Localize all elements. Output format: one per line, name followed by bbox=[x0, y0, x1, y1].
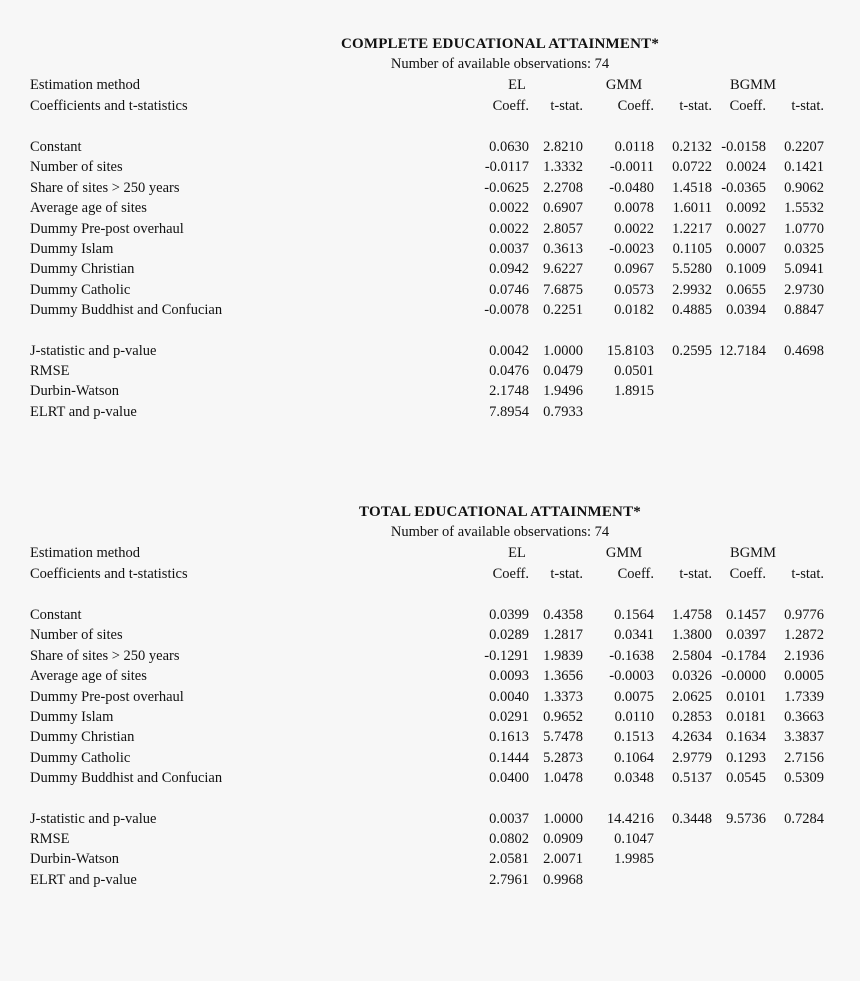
table-cell: 0.0022 bbox=[614, 220, 654, 237]
table-cell: 0.2251 bbox=[543, 302, 583, 319]
stat-label: RMSE bbox=[30, 831, 70, 847]
stat-cell: 0.9968 bbox=[543, 871, 583, 888]
row-label: Average age of sites bbox=[30, 200, 147, 217]
method-header: EL bbox=[508, 545, 526, 561]
method-header: EL bbox=[508, 77, 526, 93]
table-cell: 0.0341 bbox=[614, 627, 654, 644]
table-cell: 0.0348 bbox=[614, 770, 654, 787]
table-cell: 0.0545 bbox=[726, 770, 766, 787]
column-header: Coeff. bbox=[729, 566, 766, 582]
table-cell: 0.1634 bbox=[726, 729, 766, 746]
stat-cell: 0.0802 bbox=[489, 831, 529, 847]
table-cell: -0.0625 bbox=[484, 179, 529, 196]
table-cell: 0.1444 bbox=[489, 749, 529, 766]
row-label: Dummy Buddhist and Confucian bbox=[30, 302, 223, 319]
table-cell: 0.1293 bbox=[726, 749, 766, 766]
table-cell: 0.0722 bbox=[672, 159, 712, 176]
table-cell: -0.0000 bbox=[721, 668, 766, 685]
table-cell: 0.0005 bbox=[784, 668, 824, 685]
row-label: Dummy Buddhist and Confucian bbox=[30, 770, 223, 787]
table-title: COMPLETE EDUCATIONAL ATTAINMENT* bbox=[340, 36, 660, 52]
table-cell: 2.7156 bbox=[784, 749, 824, 766]
table-cell: 0.0024 bbox=[726, 159, 766, 176]
table-cell: 0.4358 bbox=[543, 607, 583, 623]
row-label: Share of sites > 250 years bbox=[30, 179, 180, 196]
table-cell: 1.3800 bbox=[672, 627, 712, 644]
table-cell: 0.0573 bbox=[614, 281, 654, 298]
table-cell: 5.0941 bbox=[784, 261, 824, 278]
stat-cell: 0.0476 bbox=[489, 363, 529, 379]
table-cell: 1.3656 bbox=[543, 668, 583, 685]
header-coefficients-label: Coefficients and t-statistics bbox=[30, 98, 188, 114]
table-cell: 1.4518 bbox=[672, 179, 712, 196]
table-cell: 0.0007 bbox=[726, 241, 766, 257]
table-cell: 0.5309 bbox=[784, 770, 824, 787]
stat-cell: 1.0000 bbox=[543, 810, 583, 827]
table-cell: 0.0400 bbox=[489, 770, 529, 787]
method-header: GMM bbox=[605, 545, 643, 561]
stat-cell: 2.0071 bbox=[543, 851, 583, 868]
table-cell: 1.4758 bbox=[672, 607, 712, 623]
row-label: Number of sites bbox=[30, 159, 123, 176]
table-cell: 1.6011 bbox=[672, 200, 712, 217]
stat-label: Durbin-Watson bbox=[30, 383, 120, 400]
column-header: t-stat. bbox=[679, 98, 712, 114]
table-cell: 1.2872 bbox=[784, 627, 824, 644]
header-estimation-method: Estimation method bbox=[30, 545, 140, 561]
stat-cell: 15.8103 bbox=[606, 342, 654, 359]
table-cell: 0.0325 bbox=[784, 241, 824, 257]
table-cell: 2.9932 bbox=[672, 281, 712, 298]
table-cell: 0.0326 bbox=[672, 668, 712, 685]
table-cell: 1.2217 bbox=[672, 220, 712, 237]
row-label: Dummy Catholic bbox=[30, 749, 131, 766]
table-cell: 2.2708 bbox=[543, 179, 583, 196]
table-cell: 0.1421 bbox=[784, 159, 824, 176]
stat-cell: 12.7184 bbox=[718, 342, 766, 359]
table-cell: 4.2634 bbox=[672, 729, 712, 746]
stat-cell: 14.4216 bbox=[606, 810, 654, 827]
stat-cell: 2.7961 bbox=[489, 871, 529, 888]
table-subtitle: Number of available observations: 74 bbox=[390, 56, 610, 72]
table-cell: -0.0117 bbox=[484, 159, 529, 176]
row-label: Dummy Islam bbox=[30, 241, 114, 257]
table-subtitle: Number of available observations: 74 bbox=[390, 524, 610, 540]
table-cell: 1.0770 bbox=[784, 220, 824, 237]
table-title: TOTAL EDUCATIONAL ATTAINMENT* bbox=[359, 504, 641, 520]
stat-cell: 0.1047 bbox=[614, 831, 654, 847]
method-header: BGMM bbox=[730, 545, 776, 561]
stat-cell: 0.0479 bbox=[543, 363, 583, 379]
table-cell: 1.3332 bbox=[543, 159, 583, 176]
stat-label: RMSE bbox=[30, 363, 70, 379]
table-cell: 0.1009 bbox=[726, 261, 766, 278]
stat-cell: 0.4698 bbox=[784, 342, 824, 359]
table-cell: 0.1513 bbox=[614, 729, 654, 746]
column-header: Coeff. bbox=[729, 98, 766, 114]
column-header: t-stat. bbox=[791, 566, 824, 582]
row-label: Average age of sites bbox=[30, 668, 147, 685]
table-cell: 1.9839 bbox=[543, 647, 583, 664]
table-cell: 0.1613 bbox=[489, 729, 529, 746]
row-label: Number of sites bbox=[30, 627, 123, 644]
table-cell: 1.2817 bbox=[543, 627, 583, 644]
table-cell: -0.0003 bbox=[609, 668, 654, 685]
table-cell: 0.0075 bbox=[614, 688, 654, 705]
column-header: t-stat. bbox=[550, 98, 583, 114]
stat-cell: 0.0042 bbox=[489, 342, 529, 359]
stat-cell: 2.0581 bbox=[489, 851, 529, 868]
table-cell: 7.6875 bbox=[543, 281, 583, 298]
table-cell: 2.9730 bbox=[784, 281, 824, 298]
table-cell: 0.0110 bbox=[614, 709, 654, 725]
table-cell: -0.0365 bbox=[721, 179, 766, 196]
column-header: Coeff. bbox=[617, 98, 654, 114]
table-cell: 0.1564 bbox=[614, 607, 654, 623]
table-cell: 0.3613 bbox=[543, 241, 583, 257]
header-coefficients-label: Coefficients and t-statistics bbox=[30, 566, 188, 582]
table-cell: 0.1064 bbox=[614, 749, 654, 766]
table-cell: 0.9776 bbox=[784, 607, 824, 623]
table-cell: 0.0289 bbox=[489, 627, 529, 644]
table-cell: 0.0630 bbox=[489, 139, 529, 155]
row-label: Dummy Islam bbox=[30, 709, 114, 725]
table-cell: 5.5280 bbox=[672, 261, 712, 278]
table-cell: 5.7478 bbox=[543, 729, 583, 746]
table-cell: 0.0093 bbox=[489, 668, 529, 685]
table-cell: -0.0480 bbox=[609, 179, 654, 196]
table-cell: 0.0040 bbox=[489, 688, 529, 705]
table-cell: 0.0746 bbox=[489, 281, 529, 298]
stat-cell: 1.9496 bbox=[543, 383, 583, 400]
table-cell: 0.4885 bbox=[672, 302, 712, 319]
stat-label: Durbin-Watson bbox=[30, 851, 120, 868]
table-cell: 2.1936 bbox=[784, 647, 824, 664]
stat-cell: 0.0501 bbox=[614, 363, 654, 379]
table-cell: -0.1784 bbox=[721, 647, 766, 664]
table-cell: 0.5137 bbox=[672, 770, 712, 787]
table-cell: 0.0655 bbox=[726, 281, 766, 298]
table-cell: -0.1291 bbox=[484, 647, 529, 664]
stat-cell: 7.8954 bbox=[489, 403, 529, 420]
method-header: BGMM bbox=[730, 77, 776, 93]
table-cell: 1.5532 bbox=[784, 200, 824, 217]
table-cell: 0.0092 bbox=[726, 200, 766, 217]
row-label: Dummy Catholic bbox=[30, 281, 131, 298]
table-cell: 0.0022 bbox=[489, 220, 529, 237]
stat-cell: 0.0037 bbox=[489, 810, 529, 827]
stat-cell: 0.2595 bbox=[672, 342, 712, 359]
row-label: Dummy Christian bbox=[30, 261, 135, 278]
stat-cell: 1.9985 bbox=[614, 851, 654, 868]
table-cell: 0.0078 bbox=[614, 200, 654, 217]
table-cell: 0.9652 bbox=[543, 709, 583, 725]
table-cell: 0.0181 bbox=[726, 709, 766, 725]
table-cell: 0.0291 bbox=[489, 709, 529, 725]
table-cell: 0.0394 bbox=[726, 302, 766, 319]
row-label: Dummy Christian bbox=[30, 729, 135, 746]
table-cell: 9.6227 bbox=[543, 261, 583, 278]
table-cell: 2.8057 bbox=[543, 220, 583, 237]
table-cell: 0.0101 bbox=[726, 688, 766, 705]
table-cell: 0.6907 bbox=[543, 200, 583, 217]
table-cell: 1.0478 bbox=[543, 770, 583, 787]
stat-label: J-statistic and p-value bbox=[30, 342, 157, 359]
table-cell: 0.0967 bbox=[614, 261, 654, 278]
column-header: t-stat. bbox=[791, 98, 824, 114]
table-cell: 0.2132 bbox=[672, 139, 712, 155]
table-cell: 0.0027 bbox=[726, 220, 766, 237]
stat-label: J-statistic and p-value bbox=[30, 810, 157, 827]
stat-cell: 2.1748 bbox=[489, 383, 529, 400]
stat-cell: 0.3448 bbox=[672, 810, 712, 827]
method-header: GMM bbox=[605, 77, 643, 93]
row-label: Dummy Pre-post overhaul bbox=[30, 220, 184, 237]
table-cell: 2.9779 bbox=[672, 749, 712, 766]
row-label: Constant bbox=[30, 139, 82, 155]
table-cell: 2.8210 bbox=[543, 139, 583, 155]
table-cell: 0.0397 bbox=[726, 627, 766, 644]
table-cell: 0.0022 bbox=[489, 200, 529, 217]
table-cell: 5.2873 bbox=[543, 749, 583, 766]
table-cell: 0.0182 bbox=[614, 302, 654, 319]
header-estimation-method: Estimation method bbox=[30, 77, 140, 93]
table-cell: -0.1638 bbox=[609, 647, 654, 664]
stat-cell: 0.0909 bbox=[543, 831, 583, 847]
column-header: t-stat. bbox=[679, 566, 712, 582]
table-cell: -0.0011 bbox=[609, 159, 654, 176]
row-label: Constant bbox=[30, 607, 82, 623]
table-cell: 0.0942 bbox=[489, 261, 529, 278]
table-cell: -0.0078 bbox=[484, 302, 529, 319]
table-cell: 0.2853 bbox=[672, 709, 712, 725]
table-cell: 0.0037 bbox=[489, 241, 529, 257]
stat-cell: 0.7284 bbox=[784, 810, 824, 827]
stat-cell: 1.0000 bbox=[543, 342, 583, 359]
column-header: t-stat. bbox=[550, 566, 583, 582]
table-cell: 3.3837 bbox=[784, 729, 824, 746]
table-cell: -0.0023 bbox=[609, 241, 654, 257]
table-cell: 0.3663 bbox=[784, 709, 824, 725]
table-cell: 0.1457 bbox=[726, 607, 766, 623]
table-cell: 0.8847 bbox=[784, 302, 824, 319]
stat-cell: 0.7933 bbox=[543, 403, 583, 420]
table-cell: 0.2207 bbox=[784, 139, 824, 155]
table-cell: 2.5804 bbox=[672, 647, 712, 664]
stat-cell: 9.5736 bbox=[726, 810, 766, 827]
column-header: Coeff. bbox=[617, 566, 654, 582]
stat-label: ELRT and p-value bbox=[30, 403, 137, 420]
stat-label: ELRT and p-value bbox=[30, 871, 137, 888]
column-header: Coeff. bbox=[492, 566, 529, 582]
row-label: Share of sites > 250 years bbox=[30, 647, 180, 664]
table-cell: 1.7339 bbox=[784, 688, 824, 705]
row-label: Dummy Pre-post overhaul bbox=[30, 688, 184, 705]
table-cell: -0.0158 bbox=[721, 139, 766, 155]
table-cell: 1.3373 bbox=[543, 688, 583, 705]
table-cell: 0.9062 bbox=[784, 179, 824, 196]
table-cell: 0.1105 bbox=[672, 241, 712, 257]
stat-cell: 1.8915 bbox=[614, 383, 654, 400]
column-header: Coeff. bbox=[492, 98, 529, 114]
table-cell: 0.0399 bbox=[489, 607, 529, 623]
table-cell: 0.0118 bbox=[614, 139, 654, 155]
table-cell: 2.0625 bbox=[672, 688, 712, 705]
